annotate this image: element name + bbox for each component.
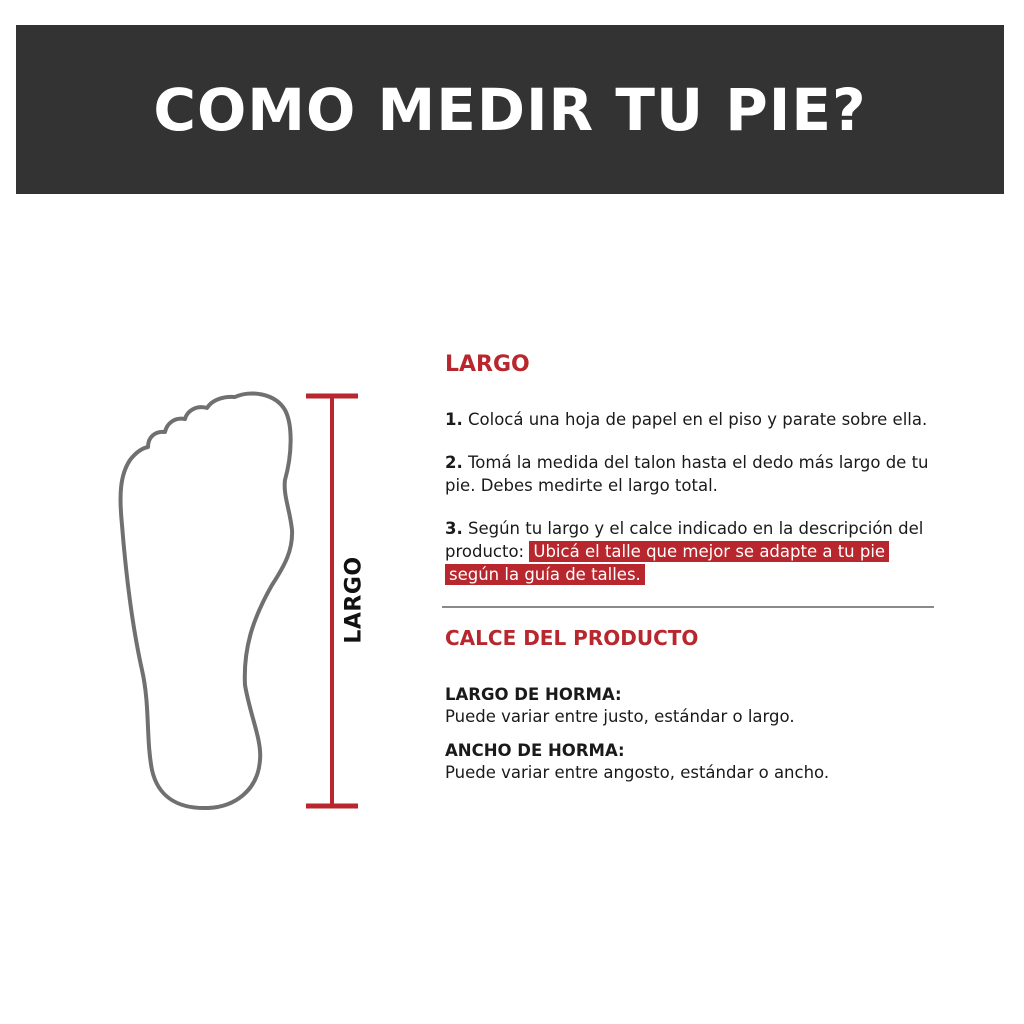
calce-heading: CALCE DEL PRODUCTO — [445, 626, 699, 651]
step-1-number: 1. — [445, 410, 463, 430]
fit-item-largo-horma — [445, 684, 940, 728]
section-divider — [442, 606, 934, 608]
header-banner — [16, 25, 1004, 194]
fit-item-ancho-horma — [445, 740, 940, 784]
step-3-text: Según tu largo y el calce indicado en la descripción del producto: — [445, 519, 924, 562]
step-3-number: 3. — [445, 519, 463, 539]
fit-text-ancho-horma: Puede variar entre angosto, estándar o ancho. — [445, 763, 830, 783]
foot-measure-figure — [110, 385, 380, 820]
fit-label-largo-horma: LARGO DE HORMA: — [445, 685, 622, 705]
page-title: COMO MEDIR TU PIE? — [153, 75, 867, 144]
fit-text-largo-horma: Puede variar entre justo, estándar o largo. — [445, 707, 795, 727]
fit-label-ancho-horma: ANCHO DE HORMA: — [445, 741, 625, 761]
step-2 — [445, 451, 940, 497]
step-2-number: 2. — [445, 453, 463, 473]
step-1-text: Colocá una hoja de papel en el piso y parate sobre ella. — [462, 410, 928, 430]
step-3-highlight: Ubicá el talle que mejor se adapte a tu pie según la guía de talles. — [445, 541, 889, 585]
instructions-column — [445, 352, 940, 796]
step-3 — [445, 517, 940, 586]
foot-outline-icon — [121, 393, 293, 808]
step-1 — [445, 408, 940, 431]
foot-measure-svg — [110, 385, 380, 820]
step-2-text: Tomá la medida del talon hasta el dedo más largo de tu pie. Debes medirte el largo total. — [445, 453, 929, 496]
measure-label: LARGO — [341, 556, 367, 644]
largo-heading: LARGO — [445, 352, 530, 377]
